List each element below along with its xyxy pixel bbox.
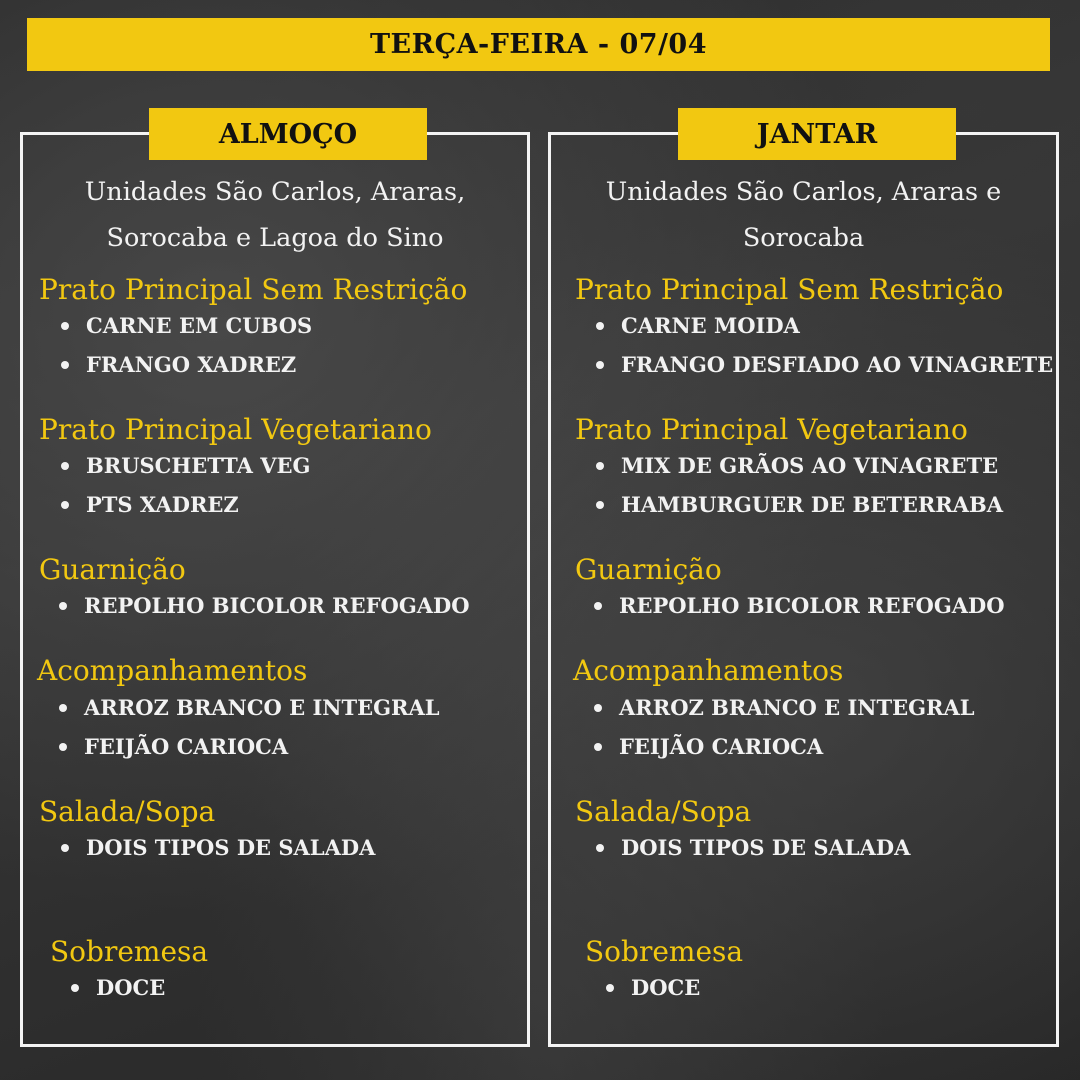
bullet-icon xyxy=(606,984,614,992)
bullet-icon xyxy=(594,743,602,751)
dinner-section-title-side: Guarnição xyxy=(575,553,722,586)
bullet-icon xyxy=(596,462,604,470)
list-item-label: ARROZ BRANCO E INTEGRAL xyxy=(619,695,975,720)
dinner-panel xyxy=(548,118,1059,1047)
list-item xyxy=(59,593,470,618)
list-item xyxy=(596,453,998,478)
list-item xyxy=(596,313,800,338)
dinner-section-title-accomp: Acompanhamentos xyxy=(573,654,844,687)
list-item-label: DOIS TIPOS DE SALADA xyxy=(621,835,911,860)
dinner-section-title-main: Prato Principal Sem Restrição xyxy=(575,273,1004,306)
dinner-section-title-salad: Salada/Sopa xyxy=(575,795,752,828)
bullet-icon xyxy=(59,743,67,751)
list-item-label: BRUSCHETTA VEG xyxy=(86,453,311,478)
list-item-label: DOCE xyxy=(96,975,166,1000)
bullet-icon xyxy=(594,704,602,712)
bullet-icon xyxy=(61,501,69,509)
list-item-label: MIX DE GRÃOS AO VINAGRETE xyxy=(621,453,999,478)
dinner-units-line1: Unidades São Carlos, Araras e xyxy=(605,177,1002,207)
list-item xyxy=(59,734,288,759)
lunch-section-title-dessert: Sobremesa xyxy=(50,935,209,968)
list-item-label: CARNE EM CUBOS xyxy=(86,313,313,338)
dinner-units xyxy=(551,169,1056,261)
list-item-label: REPOLHO BICOLOR REFOGADO xyxy=(619,593,1005,618)
lunch-units-line1: Unidades São Carlos, Araras, xyxy=(84,177,466,207)
bullet-icon xyxy=(71,984,79,992)
list-item-label: ARROZ BRANCO E INTEGRAL xyxy=(84,695,440,720)
list-item xyxy=(61,453,310,478)
list-item xyxy=(596,352,1053,377)
lunch-section-title-salad: Salada/Sopa xyxy=(39,795,216,828)
list-item-label: DOCE xyxy=(631,975,701,1000)
list-item-label: PTS XADREZ xyxy=(86,492,239,517)
list-item-label: REPOLHO BICOLOR REFOGADO xyxy=(84,593,470,618)
list-item xyxy=(61,492,239,517)
lunch-section-title-main: Prato Principal Sem Restrição xyxy=(39,273,468,306)
list-item xyxy=(71,975,165,1000)
bullet-icon xyxy=(59,602,67,610)
list-item-label: CARNE MOIDA xyxy=(621,313,800,338)
dinner-units-line2: Sorocaba xyxy=(742,223,865,253)
bullet-icon xyxy=(596,844,604,852)
list-item xyxy=(596,835,910,860)
list-item-label: FEIJÃO CARIOCA xyxy=(84,734,289,759)
page-title: TERÇA-FEIRA - 07/04 xyxy=(27,18,1050,71)
lunch-section-title-side: Guarnição xyxy=(39,553,186,586)
lunch-section-title-accomp: Acompanhamentos xyxy=(37,654,308,687)
list-item xyxy=(59,695,440,720)
list-item xyxy=(61,352,296,377)
lunch-units xyxy=(23,169,527,261)
bullet-icon xyxy=(61,361,69,369)
bullet-icon xyxy=(594,602,602,610)
dinner-tag: JANTAR xyxy=(678,108,956,160)
list-item xyxy=(594,734,823,759)
bullet-icon xyxy=(59,704,67,712)
list-item xyxy=(594,593,1005,618)
bullet-icon xyxy=(61,462,69,470)
bullet-icon xyxy=(61,844,69,852)
bullet-icon xyxy=(596,361,604,369)
dinner-section-title-veg: Prato Principal Vegetariano xyxy=(575,413,968,446)
lunch-units-line2: Sorocaba e Lagoa do Sino xyxy=(106,223,444,253)
list-item xyxy=(61,313,312,338)
bullet-icon xyxy=(61,322,69,330)
lunch-panel xyxy=(20,118,530,1047)
list-item xyxy=(596,492,1003,517)
list-item xyxy=(606,975,700,1000)
lunch-tag: ALMOÇO xyxy=(149,108,427,160)
list-item-label: HAMBURGUER DE BETERRABA xyxy=(621,492,1004,517)
list-item-label: FRANGO XADREZ xyxy=(86,352,297,377)
list-item xyxy=(61,835,375,860)
lunch-section-title-veg: Prato Principal Vegetariano xyxy=(39,413,432,446)
list-item xyxy=(594,695,975,720)
bullet-icon xyxy=(596,322,604,330)
bullet-icon xyxy=(596,501,604,509)
list-item-label: FRANGO DESFIADO AO VINAGRETE xyxy=(621,352,1054,377)
list-item-label: FEIJÃO CARIOCA xyxy=(619,734,824,759)
list-item-label: DOIS TIPOS DE SALADA xyxy=(86,835,376,860)
dinner-section-title-dessert: Sobremesa xyxy=(585,935,744,968)
